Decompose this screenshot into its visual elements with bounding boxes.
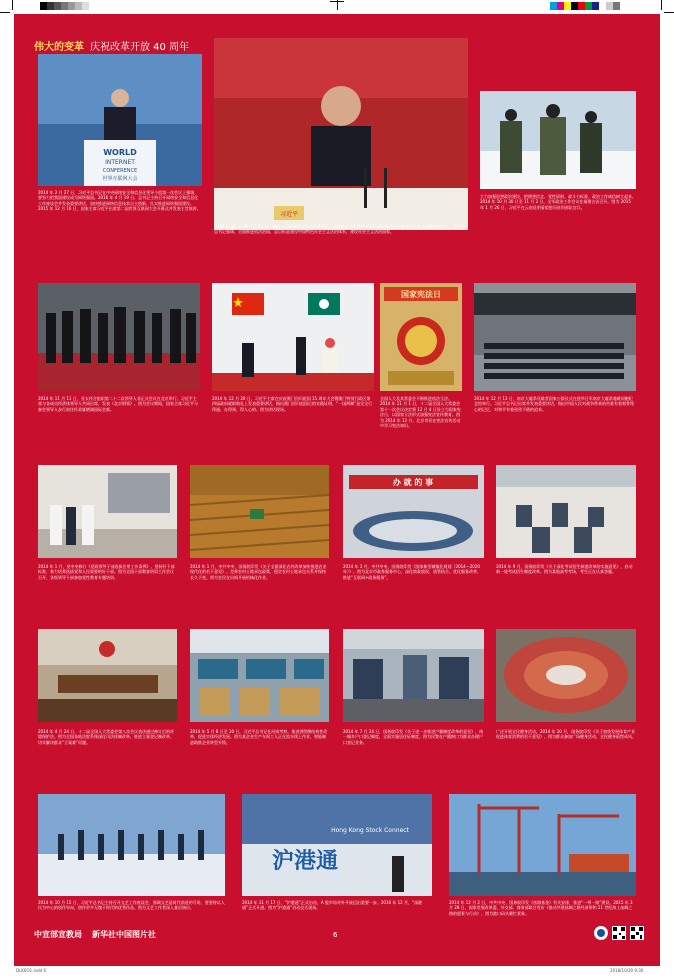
- photo-apec-leaders: [38, 283, 200, 391]
- photo-nanjing-memorial: [474, 283, 636, 391]
- svg-text:沪港通: 沪港通: [272, 849, 339, 874]
- caption: 2014 年 9 月，国务院印发《关于深化考试招生制度改革的实施意见》，启动新一轮考试招生制度改革。图为某地高考考场，考生正在认真答题。: [496, 564, 633, 575]
- caption: 2014 年 2 月 27 日，习近平总书记在中央网络安全和信息化领导小组第一次会议上强调，要努力把我国建设成为网络强国。2016 年 4 月 19 日，总书记主持召开网络安全和信息化工作座谈会并发表重要讲话，加快推进网络信息技术自主创新，扎实推进网络强国建设。2015 年 12 月 16 日，国家主席习近平出席第二届世界互联网大会开幕式并发表主旨演讲。: [38, 190, 201, 212]
- svg-text:Hong Kong Stock Connect: Hong Kong Stock Connect: [331, 827, 409, 834]
- caption: 2014 年 12 月 20 日，习近平主席在庆祝澳门回归祖国 15 周年大会暨澳门特别行政区第四届政府就职典礼上发表重要讲话，指出澳门回归祖国后的实践证明，“一国两制”是完全行得通、办得到、得人心的。图为讲话现场。: [212, 396, 373, 412]
- caption: 2014 年 12 月 13 日，南京大屠杀死难者国家公祭仪式在侵华日军南京大屠杀遇难同胞纪念馆举行。习近平总书记出席并发表重要讲话，指出中国人民对战争带来的苦难有着刻骨铭心的记忆，对和平有着孜孜不倦的追求。: [474, 396, 634, 412]
- crop-mark: [0, 12, 10, 13]
- caption: 2014 年 7 月 24 日，国务院印发《关于进一步推进户籍制度改革的意见》，统一城乡户口登记制度，全面实施居住证制度。图为民警在户籍窗口为群众办理户口登记业务。: [343, 729, 484, 745]
- color-bar-left: [40, 2, 89, 10]
- photo-macau-anniversary: [212, 283, 374, 391]
- caption: 2014 年 3 月，中共中央、国务院印发《国家新型城镇化规划（2014—2020 年）》。图为北京市政务服务中心，深化简政放权、放管结合、优化服务改革，推进“互联网+政务服务”。: [343, 564, 481, 580]
- caption: 2014 年 4 月 24 日，十二届全国人大常委会第八次会议表决通过修订后的环境保护法。图为全国各地法院系统深化司法体制改革，推进立案登记制改革，切实解决群众“立案难”问题。: [38, 729, 175, 745]
- caption: 2014 年 12 月 2 日，中共中央、国务院印发《丝路基金》有关安排，推进“一带一路”建设。2015 年 3 月 28 日，国家发展改革委、外交部、商务部联合发布《推动共建丝绸之路经济带和 21 世纪海上丝绸之路的愿景与行动》。图为港口码头繁忙景象。: [449, 900, 633, 916]
- photo-military-visit: [480, 91, 636, 189]
- crop-mark: [664, 12, 674, 13]
- photo-factory-floor: [190, 629, 329, 722]
- svg-text:世界互联网大会: 世界互联网大会: [102, 176, 138, 182]
- photo-court-room: [38, 629, 177, 722]
- caption: 2014 年 5 月 8 日至 10 日，习近平总书记在河南考察。推进供给侧结构性改革，促进实体经济发展。图为某企业生产车间工人正在流水线上作业，智能制造助推企业转型升级。: [190, 729, 328, 745]
- caption: 2014 年 11 月 17 日，“沪港通”正式启动，A 股市场对外开放迈出重要一步。2016 年 12 月，“深港通”正式开通。图为“沪港通”启动仪式现场。: [242, 900, 423, 911]
- caption: 2014 年 11 月 11 日，亚太经合组织第二十二次领导人非正式会议在北京举行。习近平主席与各成员经济体领导人共同出席，发表《北京纲领》。图为会议期间，国家主席习近平与参会领导人步行前往怀柔雁栖湖国际会都。: [38, 396, 198, 412]
- print-file-info: DLK6O1.indd 6: [16, 968, 46, 973]
- qr-code-icon: [630, 926, 644, 940]
- photo-cadre-training: [38, 465, 177, 558]
- svg-text:WORLD: WORLD: [103, 148, 137, 157]
- svg-text:INTERNET: INTERNET: [105, 159, 135, 166]
- registration-mark: [337, 0, 338, 10]
- crop-mark: [661, 0, 662, 10]
- photo-constitution-day: [380, 283, 462, 391]
- caption: 2014 年 1 月，中共中央、国务院印发《关于全面深化农村改革加快推进农业现代化的若干意见》。完善农村土地承包政策，稳定农村土地承包关系并保持长久不变。图为农民在田间开展机械化作业。: [190, 564, 327, 580]
- photo-service-hall: [343, 465, 484, 558]
- caption: 2014 年 1 月，党中央修订《党政领导干部选拔任用工作条例》。坚持好干部标准，着力培养选拔党和人民需要的好干部。图为全国干部教育培训工作会议召开，各级领导干部参加党性教育专题培训。: [38, 564, 175, 580]
- svg-text:国家宪法日: 国家宪法日: [401, 290, 441, 299]
- caption: 广泛开展全民健身活动。2014 年 10 月，国务院印发《关于加快发展体育产业促进体育消费的若干意见》。图为群众参加广场健身活动，全民健身蔚然成风。: [496, 729, 636, 740]
- photo-household-registration: [343, 629, 484, 722]
- footer-org-1: 中宣部宣教局: [34, 930, 82, 939]
- caption: 2014 年 10 月 20 日至 23 日，党的十八届四中全会在北京举行。全会通过《中共中央关于全面推进依法治国若干重大问题的决定》。习近平总书记强调，全面推进依法治国，总目标是建设中国特色社会主义法治体系，建设社会主义法治国家。: [214, 224, 465, 235]
- header-title: 伟大的变革: [34, 42, 84, 53]
- photo-port-cranes: [449, 794, 636, 896]
- photo-mass-fitness: [496, 629, 636, 722]
- photo-exam-room: [496, 465, 636, 558]
- photo-farm-machinery: [190, 465, 329, 558]
- svg-text:CONFERENCE: CONFERENCE: [102, 168, 138, 174]
- header-subtitle: 庆祝改革开放 40 周年: [90, 42, 190, 53]
- photo-internet-conference: [38, 54, 202, 186]
- photo-stock-connect: [242, 794, 432, 896]
- svg-text:习近平: 习近平: [279, 211, 299, 218]
- page-header: [34, 38, 189, 53]
- photo-plenary-session: [214, 38, 468, 230]
- footer-credits: [34, 929, 166, 940]
- color-bar-right: [550, 2, 620, 10]
- poster: [14, 14, 660, 966]
- svg-text:办 就 的 事: 办 就 的 事: [392, 478, 434, 487]
- caption: 大力加强思想政治建设，把理想信念、党性原则、战斗力标准、政治工作威信树立起来。2014 年 10 月 30 日至 11 月 2 日，全军政治工作会议在福建古田召开。图为 2015 年 1 月 26 日，习近平在云南昆明看望慰问驻训部队官兵。: [480, 194, 636, 210]
- caption: 2014 年 10 月 15 日，习近平总书记主持召开文艺工作座谈会，强调文艺是时代前进的号角，要坚持以人民为中心的创作导向，创作更多无愧于时代的优秀作品。图为文艺工作者深入基层演出。: [38, 900, 225, 911]
- qr-code-icon: [612, 926, 626, 940]
- photo-dance-performance: [38, 794, 225, 896]
- caption: 全国人大及其常委会不断推进依法立法。2014 年 11 月 1 日，十二届全国人大常委会第十一次会议决定将 12 月 4 日设立为国家宪法日，以国家立法形式加强宪法宣传教育。图为 2014 年 12 月，北京市民在宪法宣传活动中学习宪法知识。: [380, 396, 461, 429]
- page-number: 6: [333, 931, 338, 939]
- print-timestamp: 2018/10/30 9:30: [610, 968, 644, 973]
- logo-icon: [594, 926, 608, 940]
- crop-mark: [12, 0, 13, 10]
- footer-org-2: 新华社中国图片社: [92, 930, 156, 939]
